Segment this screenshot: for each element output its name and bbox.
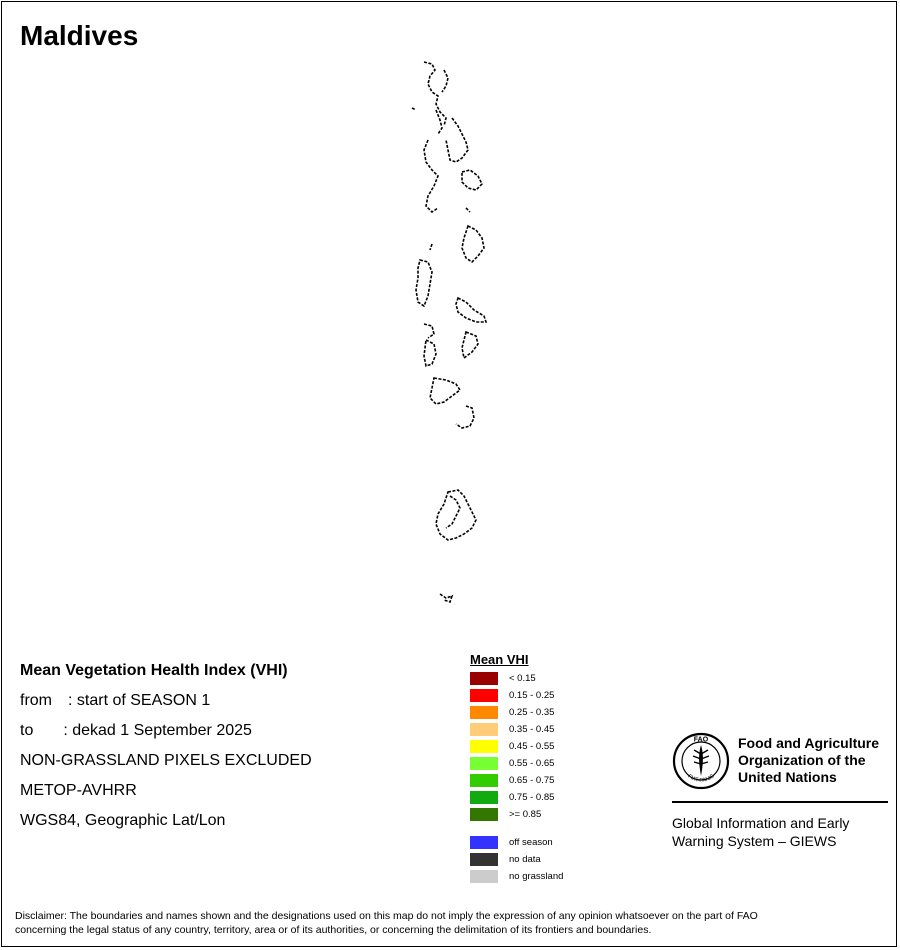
- legend-item: [470, 772, 563, 789]
- legend-title: Mean VHI: [470, 652, 529, 667]
- legend-swatch: [470, 740, 498, 753]
- giews-name: [672, 814, 892, 850]
- legend-label: 0.75 - 0.85: [509, 792, 555, 803]
- legend-swatch: [470, 706, 498, 719]
- legend-item-no-data: [470, 851, 563, 868]
- legend-label: 0.35 - 0.45: [509, 724, 555, 735]
- org-line: Organization of the: [738, 752, 866, 768]
- index-title: Mean Vegetation Health Index (VHI): [20, 662, 288, 679]
- legend-label: off season: [509, 837, 553, 848]
- period-from: [20, 686, 312, 716]
- legend-label: no grassland: [509, 871, 564, 882]
- legend-item: [470, 755, 563, 772]
- country-title: Maldives: [20, 20, 139, 51]
- legend-swatch: [470, 870, 498, 883]
- map-info-block: [20, 656, 312, 836]
- org-line: United Nations: [738, 769, 837, 785]
- legend-swatch: [470, 853, 498, 866]
- to-value: : dekad 1 September 2025: [63, 722, 252, 739]
- legend-swatch: [470, 689, 498, 702]
- legend-label: 0.25 - 0.35: [509, 707, 555, 718]
- legend-item: [470, 704, 563, 721]
- projection-label: WGS84, Geographic Lat/Lon: [20, 812, 226, 829]
- disclaimer-line: Disclaimer: The boundaries and names shown and the designations used on this map do not imply the expression of any opinion whatsoever on the part of FAO: [15, 910, 758, 922]
- period-to: [20, 716, 312, 746]
- fao-logo-motto: FIAT PANIS: [686, 773, 716, 784]
- legend-item: [470, 789, 563, 806]
- legend-swatch: [470, 836, 498, 849]
- fao-logo-icon: [672, 732, 730, 790]
- from-value: : start of SEASON 1: [68, 692, 211, 709]
- legend-label: 0.65 - 0.75: [509, 775, 555, 786]
- to-label: to: [20, 722, 34, 739]
- sensor-label: METOP-AVHRR: [20, 782, 137, 799]
- from-label: from: [20, 692, 52, 709]
- giews-line: Global Information and Early: [672, 815, 850, 831]
- legend-swatch: [470, 757, 498, 770]
- disclaimer: [15, 909, 885, 937]
- legend-item: [470, 806, 563, 823]
- legend-item: [470, 670, 563, 687]
- legend-label: >= 0.85: [509, 809, 542, 820]
- legend-label: 0.15 - 0.25: [509, 690, 555, 701]
- legend-item: [470, 687, 563, 704]
- giews-line: Warning System – GIEWS: [672, 833, 837, 849]
- legend-item: [470, 738, 563, 755]
- disclaimer-line: concerning the legal status of any country, territory, area or of its authorities, or concerning the delimitation of its frontiers and boundaries.: [15, 924, 652, 936]
- legend-label: < 0.15: [509, 673, 536, 684]
- legend-swatch: [470, 723, 498, 736]
- legend-swatch: [470, 672, 498, 685]
- legend-swatch: [470, 808, 498, 821]
- legend-item: [470, 721, 563, 738]
- legend-item-no-grassland: [470, 868, 563, 885]
- exclusion-note: NON-GRASSLAND PIXELS EXCLUDED: [20, 752, 312, 769]
- atoll-outline-map: [400, 55, 510, 615]
- legend-label: 0.55 - 0.65: [509, 758, 555, 769]
- legend-swatch: [470, 774, 498, 787]
- legend-swatch: [470, 791, 498, 804]
- fao-logo-letters: FAO: [693, 736, 709, 744]
- legend-item-off-season: [470, 834, 563, 851]
- legend-label: no data: [509, 854, 541, 865]
- legend-label: 0.45 - 0.55: [509, 741, 555, 752]
- org-line: Food and Agriculture: [738, 735, 880, 751]
- branding-divider: [672, 801, 888, 803]
- vhi-legend: [470, 652, 563, 885]
- fao-org-name: [738, 735, 898, 786]
